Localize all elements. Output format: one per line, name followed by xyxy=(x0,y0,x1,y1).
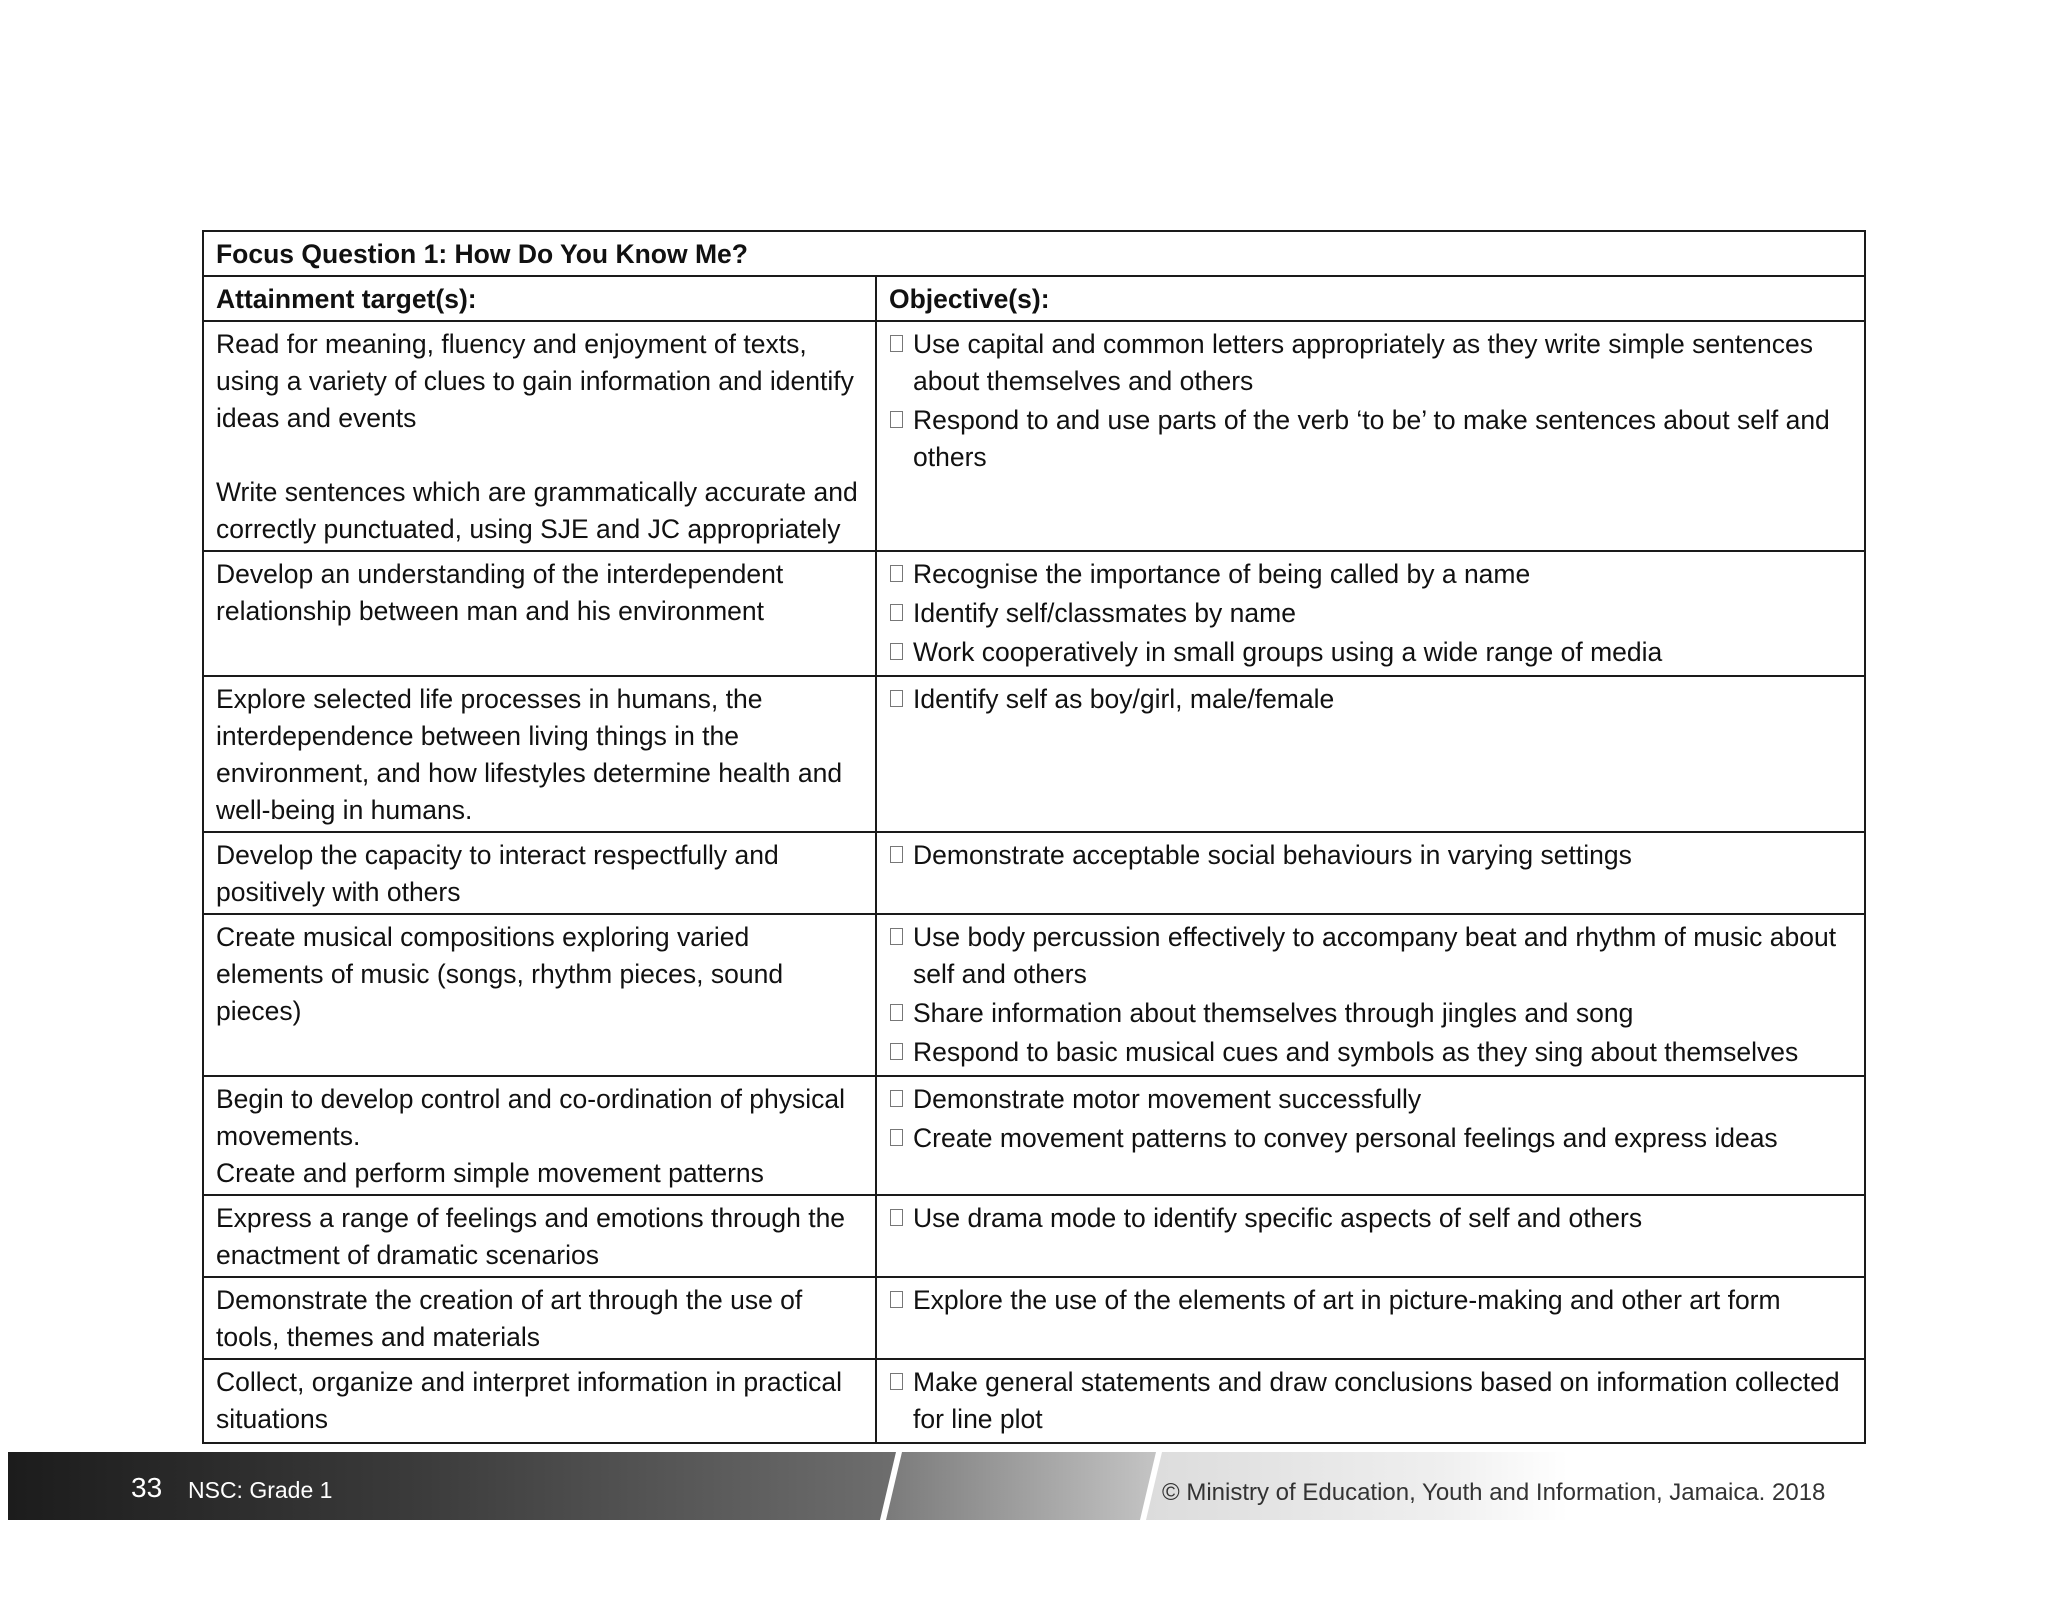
table-row xyxy=(203,1359,1865,1443)
objective-text: Explore the use of the elements of art in picture-making and other art form xyxy=(913,1285,1781,1315)
objective-list xyxy=(889,681,1852,718)
objective-item xyxy=(889,1200,1852,1237)
objective-text: Work cooperatively in small groups using a wide range of media xyxy=(913,637,1663,667)
table-row xyxy=(203,321,1865,551)
page-number: 33 xyxy=(131,1472,163,1503)
attainment-target-cell xyxy=(203,832,876,914)
attainment-target-header: Attainment target(s): xyxy=(203,276,876,321)
objective-item xyxy=(889,1081,1852,1118)
attainment-target-text: Demonstrate the creation of art through the use of tools, themes and materials xyxy=(216,1285,803,1352)
objective-list xyxy=(889,837,1852,874)
objective-item xyxy=(889,556,1852,593)
objective-cell xyxy=(876,1195,1865,1277)
attainment-target-cell xyxy=(203,321,876,551)
table-row xyxy=(203,676,1865,832)
objective-item xyxy=(889,595,1852,632)
objective-cell xyxy=(876,832,1865,914)
objective-text: Make general statements and draw conclusions based on information collected for line plot xyxy=(913,1367,1840,1434)
objective-list xyxy=(889,919,1852,1071)
attainment-target-cell xyxy=(203,1195,876,1277)
objective-text: Use body percussion effectively to accompany beat and rhythm of music about self and others xyxy=(913,922,1837,989)
attainment-target-text: Create musical compositions exploring varied elements of music (songs, rhythm pieces, sound pieces) xyxy=(216,922,784,1026)
attainment-target-text: Read for meaning, fluency and enjoyment of texts, using a variety of clues to gain information and identify ideas and events xyxy=(216,329,854,433)
column-header-row xyxy=(203,276,1865,321)
checkbox-bullet-icon xyxy=(890,1209,903,1226)
attainment-target-text: Develop an understanding of the interdependent relationship between man and his environment xyxy=(216,559,784,626)
objective-item xyxy=(889,1034,1852,1071)
checkbox-bullet-icon xyxy=(890,643,903,660)
checkbox-bullet-icon xyxy=(890,1004,903,1021)
checkbox-bullet-icon xyxy=(890,335,903,352)
objective-list xyxy=(889,1282,1852,1319)
focus-question-row xyxy=(203,231,1865,276)
table-row xyxy=(203,832,1865,914)
attainment-target-text: Collect, organize and interpret information in practical situations xyxy=(216,1367,843,1434)
objective-item xyxy=(889,919,1852,993)
table-row xyxy=(203,551,1865,676)
objective-cell xyxy=(876,321,1865,551)
attainment-target-cell xyxy=(203,914,876,1076)
checkbox-bullet-icon xyxy=(890,690,903,707)
objective-header: Objective(s): xyxy=(876,276,1865,321)
objective-text: Recognise the importance of being called by a name xyxy=(913,559,1531,589)
objective-item xyxy=(889,681,1852,718)
attainment-target-text: Explore selected life processes in humans, the interdependence between living things in the environment, and how lifestyles determine health and well-being in humans. xyxy=(216,684,843,825)
objective-text: Create movement patterns to convey personal feelings and express ideas xyxy=(913,1123,1778,1153)
objective-item xyxy=(889,326,1852,400)
checkbox-bullet-icon xyxy=(890,604,903,621)
attainment-target-cell xyxy=(203,1277,876,1359)
footer-mid-segment xyxy=(886,1452,1156,1520)
checkbox-bullet-icon xyxy=(890,1291,903,1308)
table-row xyxy=(203,1277,1865,1359)
objective-item xyxy=(889,995,1852,1032)
checkbox-bullet-icon xyxy=(890,1373,903,1390)
objective-item xyxy=(889,402,1852,476)
objective-text: Share information about themselves through jingles and song xyxy=(913,998,1634,1028)
grade-label: NSC: Grade 1 xyxy=(188,1477,333,1503)
checkbox-bullet-icon xyxy=(890,565,903,582)
objective-cell xyxy=(876,1076,1865,1195)
attainment-target-text: Create and perform simple movement patterns xyxy=(216,1158,764,1188)
objective-text: Use drama mode to identify specific aspects of self and others xyxy=(913,1203,1643,1233)
objective-text: Identify self/classmates by name xyxy=(913,598,1296,628)
attainment-target-text: Express a range of feelings and emotions through the enactment of dramatic scenarios xyxy=(216,1203,846,1270)
objective-item xyxy=(889,1282,1852,1319)
table-row xyxy=(203,914,1865,1076)
objective-list xyxy=(889,1081,1852,1157)
attainment-target-cell xyxy=(203,1076,876,1195)
objective-text: Respond to and use parts of the verb ‘to be’ to make sentences about self and others xyxy=(913,405,1830,472)
objective-text: Demonstrate motor movement successfully xyxy=(913,1084,1422,1114)
objective-item xyxy=(889,1364,1852,1438)
objective-list xyxy=(889,326,1852,476)
checkbox-bullet-icon xyxy=(890,928,903,945)
attainment-target-text: Write sentences which are grammatically accurate and correctly punctuated, using SJE and JC appropriately xyxy=(216,477,858,544)
checkbox-bullet-icon xyxy=(890,411,903,428)
objective-item xyxy=(889,634,1852,671)
table-row xyxy=(203,1195,1865,1277)
attainment-target-cell xyxy=(203,676,876,832)
checkbox-bullet-icon xyxy=(890,846,903,863)
attainment-target-text: Develop the capacity to interact respectfully and positively with others xyxy=(216,840,779,907)
table-row xyxy=(203,1076,1865,1195)
objective-cell xyxy=(876,551,1865,676)
objective-text: Respond to basic musical cues and symbols as they sing about themselves xyxy=(913,1037,1799,1067)
copyright-text: © Ministry of Education, Youth and Information, Jamaica. 2018 xyxy=(1162,1479,1826,1506)
curriculum-table xyxy=(202,230,1866,1444)
checkbox-bullet-icon xyxy=(890,1043,903,1060)
objective-list xyxy=(889,1364,1852,1438)
objective-cell xyxy=(876,676,1865,832)
objective-item xyxy=(889,1120,1852,1157)
objective-list xyxy=(889,1200,1852,1237)
attainment-target-cell xyxy=(203,1359,876,1443)
objective-text: Use capital and common letters appropriately as they write simple sentences about themselves and others xyxy=(913,329,1813,396)
objective-cell xyxy=(876,1359,1865,1443)
objective-cell xyxy=(876,1277,1865,1359)
focus-question-title: Focus Question 1: How Do You Know Me? xyxy=(203,231,1865,276)
objective-list xyxy=(889,556,1852,671)
objective-item xyxy=(889,837,1852,874)
checkbox-bullet-icon xyxy=(890,1129,903,1146)
attainment-target-cell xyxy=(203,551,876,676)
objective-text: Identify self as boy/girl, male/female xyxy=(913,684,1335,714)
objective-cell xyxy=(876,914,1865,1076)
objective-text: Demonstrate acceptable social behaviours in varying settings xyxy=(913,840,1632,870)
attainment-target-text: Begin to develop control and co-ordination of physical movements. xyxy=(216,1084,846,1151)
checkbox-bullet-icon xyxy=(890,1090,903,1107)
